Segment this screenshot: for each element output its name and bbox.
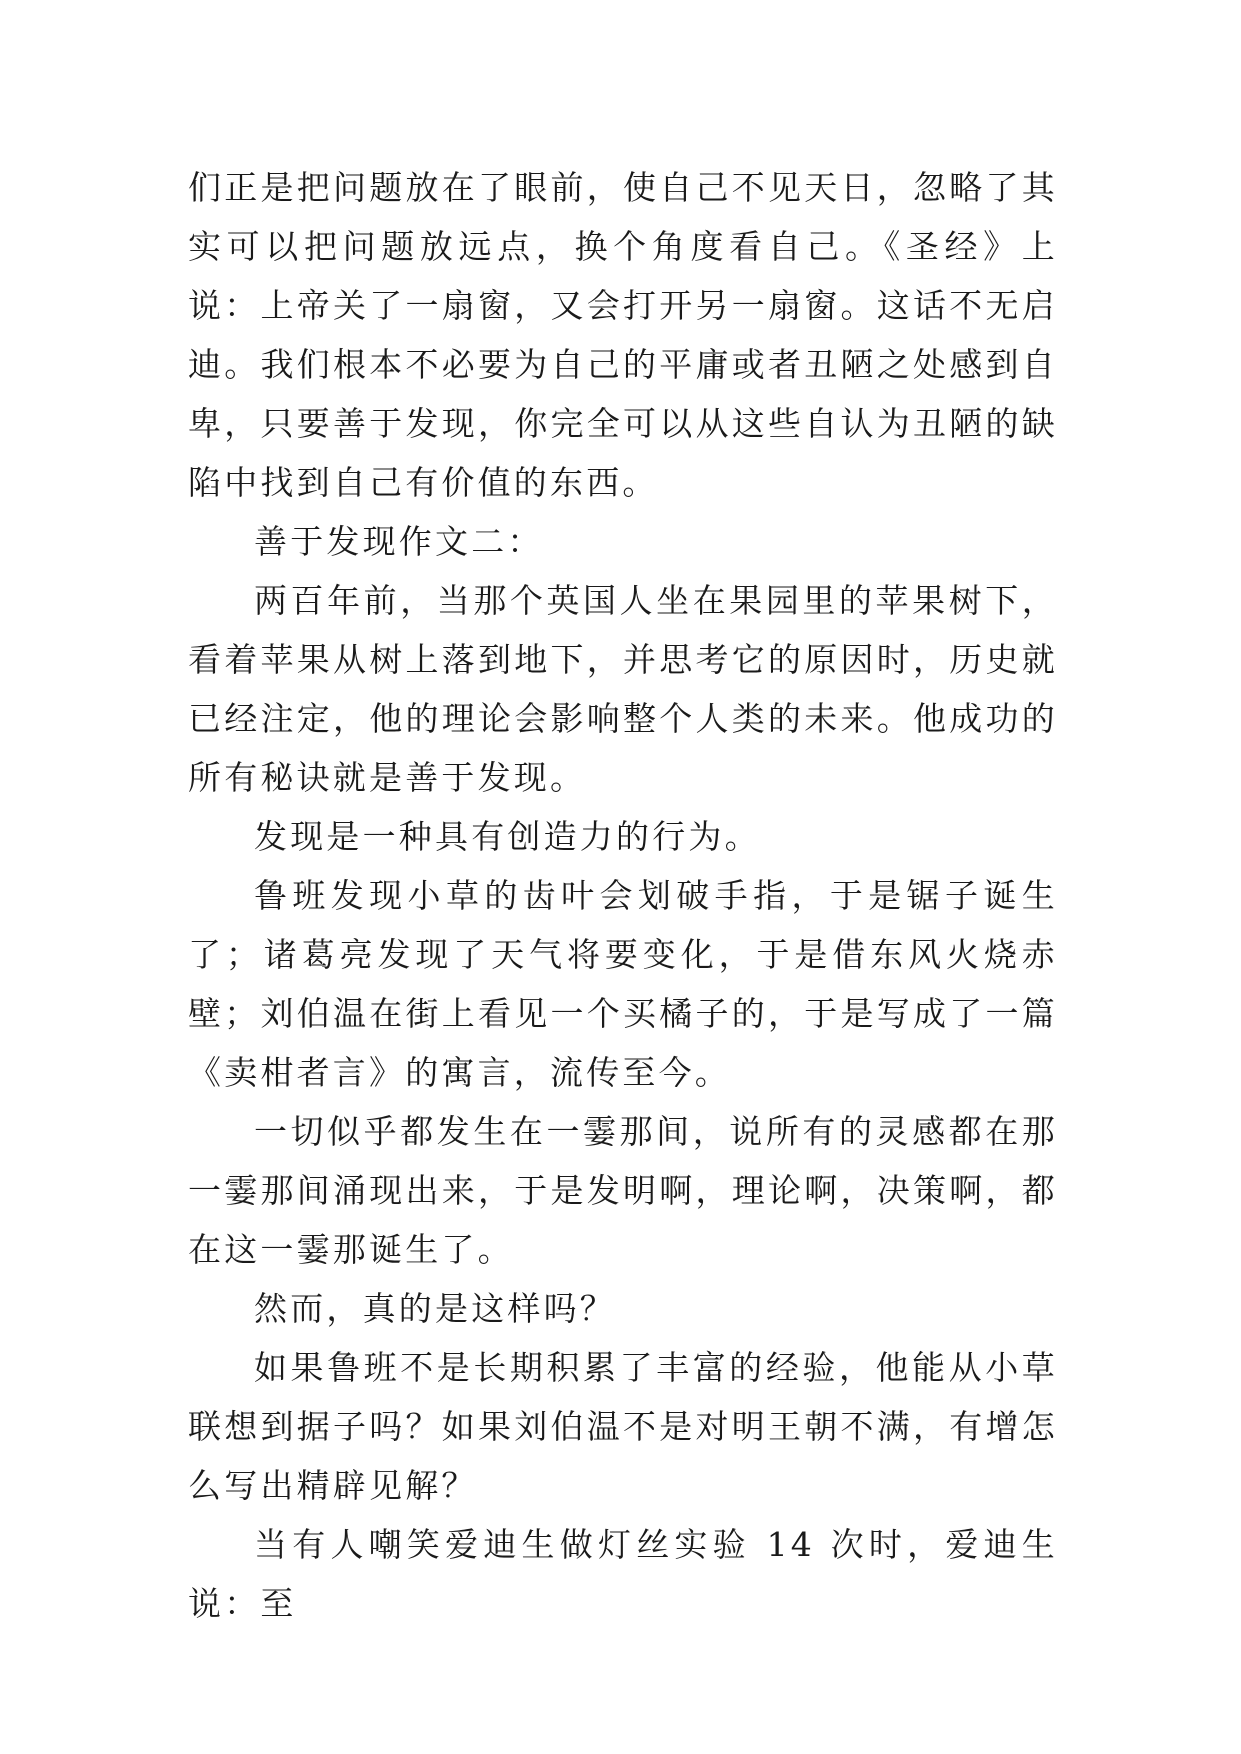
paragraph-edison: 当有人嘲笑爱迪生做灯丝实验 14 次时，爱迪生说：至 <box>188 1525 1058 1623</box>
paragraph-continuation: 们正是把问题放在了眼前，使自己不见天日，忽略了其实可以把问题放远点，换个角度看自己。《圣经》上说：上帝关了一扇窗，又会打开另一扇窗。这话不无启迪。我们根本不必要为自己的平庸或者丑陋之处感到自卑，只要善于发现，你完全可以从这些自认为丑陋的缺陷中找到自己有价值的东西。 <box>188 168 1058 502</box>
section-heading: 善于发现作文二： <box>254 522 544 561</box>
paragraph-inspiration: 一切似乎都发生在一霎那间，说所有的灵感都在那一霎那间涌现出来，于是发明啊，理论啊，决策啊，都在这一霎那诞生了。 <box>188 1112 1058 1269</box>
paragraph-question: 然而，真的是这样吗？ <box>254 1289 616 1328</box>
paragraph-experience: 如果鲁班不是长期积累了丰富的经验，他能从小草联想到据子吗？如果刘伯温不是对明王朝不满，有增怎么写出精辟见解？ <box>188 1348 1058 1505</box>
paragraph-newton: 两百年前，当那个英国人坐在果园里的苹果树下，看着苹果从树上落到地下，并思考它的原因时，历史就已经注定，他的理论会影响整个人类的未来。他成功的所有秘诀就是善于发现。 <box>188 581 1058 797</box>
paragraph-examples: 鲁班发现小草的齿叶会划破手指，于是锯子诞生了；诸葛亮发现了天气将要变化，于是借东风火烧赤壁；刘伯温在街上看见一个买橘子的，于是写成了一篇《卖柑者言》的寓言，流传至今。 <box>188 876 1058 1092</box>
paragraph-discovery-creativity: 发现是一种具有创造力的行为。 <box>254 817 761 856</box>
document-body <box>188 158 1058 1633</box>
